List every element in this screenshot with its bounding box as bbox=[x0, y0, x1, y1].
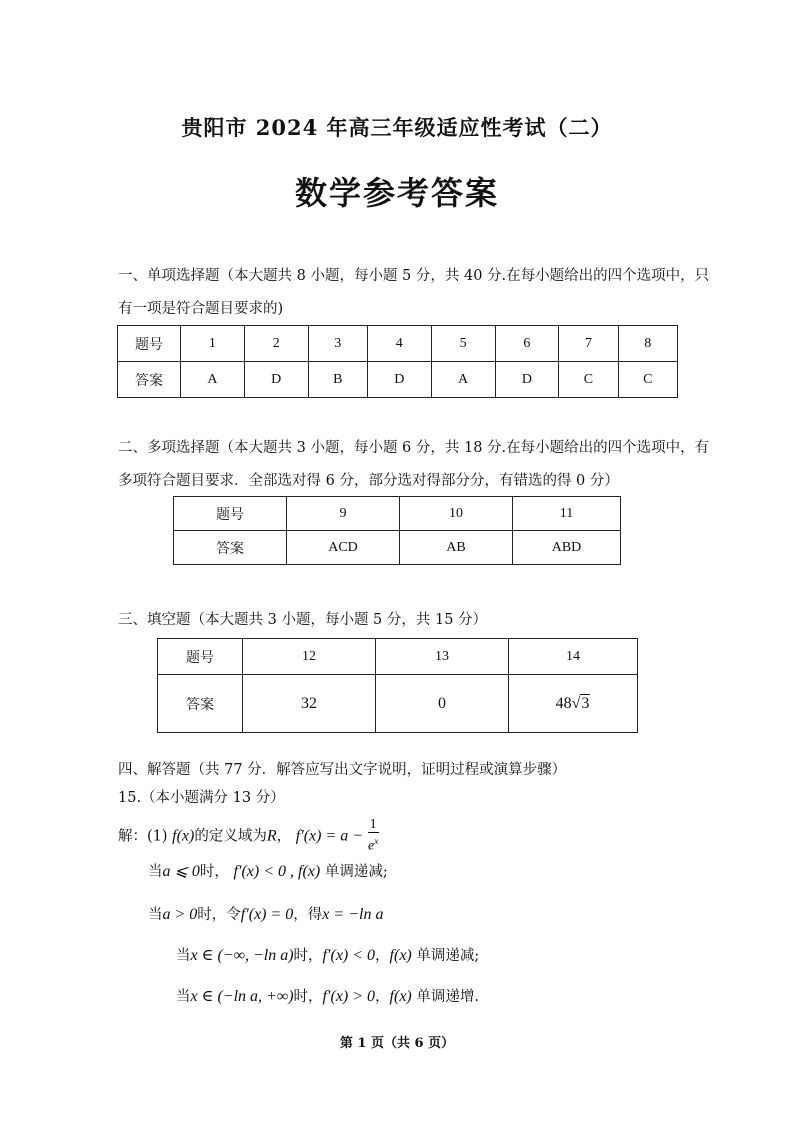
question15-header: 15.（本小题满分 13 分） bbox=[118, 790, 285, 806]
question-number-cell: 8 bbox=[618, 326, 677, 362]
sub2-inequality: f′(x) > 0 bbox=[322, 988, 376, 1005]
answer-cell: C bbox=[618, 362, 677, 398]
question-number-cell: 10 bbox=[400, 497, 513, 531]
answer-cell: A bbox=[431, 362, 495, 398]
section4-description: 四、解答题（共 77 分．解答应写出文字说明，证明过程或演算步骤） bbox=[118, 762, 567, 778]
answer-cell: B bbox=[308, 362, 367, 398]
table-row bbox=[174, 531, 621, 565]
case2-solution: x = −ln a bbox=[322, 906, 384, 923]
table-row bbox=[174, 497, 621, 531]
question-number-cell: 11 bbox=[513, 497, 621, 531]
derivative-expression: f′(x) = a − bbox=[295, 827, 364, 845]
single-choice-answer-table bbox=[117, 325, 678, 398]
solution-line-4: 当x ∈ (−∞, −ln a)时，f′(x) < 0，f(x) 单调递减; bbox=[176, 947, 480, 964]
row-label-question-number: 题号 bbox=[174, 497, 287, 531]
case1-inequality: f′(x) < 0 , f(x) bbox=[233, 863, 321, 880]
solution-prefix: 解：(1) bbox=[118, 828, 168, 845]
fill-blank-answer-table bbox=[157, 638, 638, 733]
document-title: 数学参考答案 bbox=[294, 174, 499, 212]
exam-title: 贵阳市 2024 年高三年级适应性考试（二） bbox=[181, 115, 613, 140]
function-fx: f(x) bbox=[172, 827, 195, 845]
question-number-cell: 7 bbox=[559, 326, 618, 362]
row-label-answer: 答案 bbox=[118, 362, 181, 398]
multiple-choice-answer-table bbox=[173, 496, 621, 565]
answer-cell: 32 bbox=[243, 675, 376, 733]
question-number-cell: 1 bbox=[181, 326, 245, 362]
answer-cell: 0 bbox=[376, 675, 509, 733]
question-number-cell: 6 bbox=[495, 326, 559, 362]
sub1-inequality: f′(x) < 0 bbox=[322, 947, 376, 964]
answer-cell: D bbox=[244, 362, 308, 398]
solution-line-1 bbox=[118, 818, 379, 855]
condition-a-le-0: a ⩽ 0 bbox=[162, 863, 200, 880]
section2-description-line1: 二、多项选择题（本大题共 3 小题，每小题 6 分，共 18 分.在每小题给出的四个选项中，有 bbox=[118, 440, 710, 456]
interval-decreasing: x ∈ (−∞, −ln a) bbox=[190, 947, 294, 964]
row-label-question-number: 题号 bbox=[118, 326, 181, 362]
answer-cell: D bbox=[495, 362, 559, 398]
section3-description: 三、填空题（本大题共 3 小题，每小题 5 分，共 15 分） bbox=[118, 612, 488, 628]
table-row bbox=[158, 675, 638, 733]
answer-coefficient: 48 bbox=[555, 694, 572, 712]
radical-sign: √ bbox=[571, 694, 581, 712]
question-number-cell: 5 bbox=[431, 326, 495, 362]
comma: ， bbox=[276, 828, 292, 845]
question-number-cell: 13 bbox=[376, 639, 509, 675]
sqrt-expression bbox=[572, 695, 591, 713]
case2-equation: f′(x) = 0 bbox=[240, 906, 294, 923]
row-label-answer: 答案 bbox=[174, 531, 287, 565]
answer-cell-sqrt bbox=[509, 675, 638, 733]
answer-cell: D bbox=[367, 362, 431, 398]
domain-text: 的定义域为 bbox=[194, 828, 267, 845]
section1-description-line1: 一、单项选择题（本大题共 8 小题，每小题 5 分，共 40 分.在每小题给出的四个选项中，只 bbox=[118, 268, 710, 284]
radicand: 3 bbox=[581, 694, 590, 712]
fraction-numerator: 1 bbox=[369, 817, 377, 832]
solution-line-3: 当a > 0时，令f′(x) = 0，得x = −ln a bbox=[148, 906, 384, 923]
fraction-1-over-ex bbox=[368, 818, 379, 855]
solution-line-5: 当x ∈ (−ln a, +∞)时，f′(x) > 0，f(x) 单调递增. bbox=[176, 988, 479, 1005]
answer-cell: ABD bbox=[513, 531, 621, 565]
question-number-cell: 9 bbox=[287, 497, 400, 531]
answer-cell: AB bbox=[400, 531, 513, 565]
page-footer: 第 1 页（共 6 页） bbox=[339, 1036, 455, 1051]
table-row bbox=[118, 326, 678, 362]
condition-a-gt-0: a > 0 bbox=[162, 906, 198, 923]
answer-cell: A bbox=[181, 362, 245, 398]
answer-cell: ACD bbox=[287, 531, 400, 565]
row-label-question-number: 题号 bbox=[158, 639, 243, 675]
question-number-cell: 3 bbox=[308, 326, 367, 362]
set-R: R bbox=[266, 827, 277, 845]
section2-description-line2: 多项符合题目要求．全部选对得 6 分，部分选对得部分分，有错选的得 0 分） bbox=[118, 473, 619, 489]
question-number-cell: 12 bbox=[243, 639, 376, 675]
solution-line-2: 当a ⩽ 0时， f′(x) < 0 , f(x) 单调递减; bbox=[148, 863, 388, 880]
answer-cell: C bbox=[559, 362, 618, 398]
question-number-cell: 2 bbox=[244, 326, 308, 362]
row-label-answer: 答案 bbox=[158, 675, 243, 733]
question-number-cell: 4 bbox=[367, 326, 431, 362]
section1-description-line2: 有一项是符合题目要求的) bbox=[118, 301, 284, 317]
interval-increasing: x ∈ (−ln a, +∞) bbox=[190, 988, 294, 1005]
table-row bbox=[158, 639, 638, 675]
fraction-denominator: $e^x$ bbox=[368, 836, 379, 854]
table-row bbox=[118, 362, 678, 398]
question-number-cell: 14 bbox=[509, 639, 638, 675]
